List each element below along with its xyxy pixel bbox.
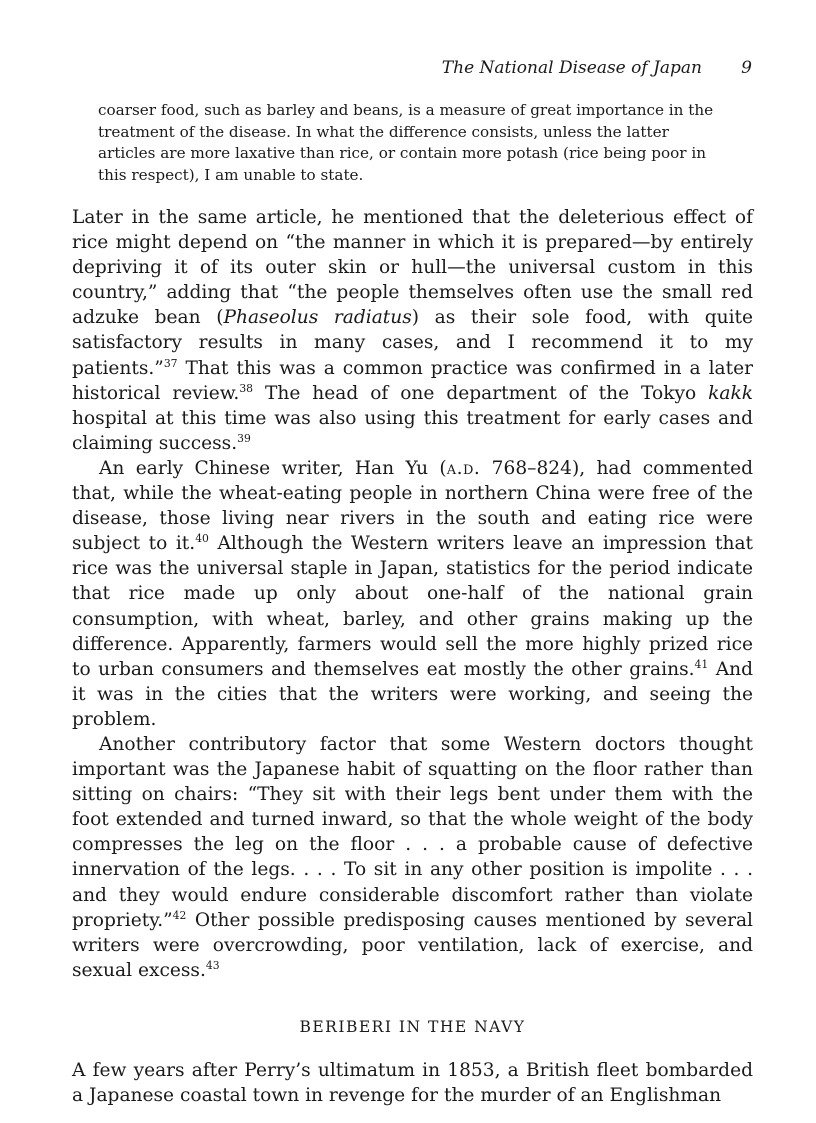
body-text — [72, 205, 753, 1108]
footnote-ref-37: 37 — [163, 356, 178, 370]
paragraph-2: An early Chinese writer, Han Yu (a.d. 768–824), had commented that, while the wheat-eating people in northern China were free of the disease, those living near rivers in the south and eating rice were subject to it.$^{40}$ Although the Western writers leave an impression that rice was the universal staple in Japan, statistics for the period indicate that rice made up only about one-half of the national grain consumption, with wheat, barley, and other grains making up the difference. Apparently, farmers would sell the more highly prized rice to urban consumers and themselves eat mostly the other grains.$^{41}$ And it was in the cities that the writers were working, and seeing the problem. — [72, 457, 754, 730]
footnote-ref-38: 38 — [239, 381, 254, 395]
footnote-ref-43: 43 — [205, 958, 220, 972]
running-head — [72, 58, 752, 78]
paragraph-3: Another contributory factor that some Western doctors thought important was the Japanese habit of squatting on the floor rather than sitting on chairs: “They sit with their legs bent under them with the foot extended and turned inward, so that the whole weight of the body compresses the leg on the floor . . . a probable cause of defective innervation of the legs. . . . To sit in any other position is impolite . . . and they would endure considerable discomfort rather than violate propriety.”$^{42}$ Other possible predisposing causes mentioned by several writers were overcrowding, poor ventilation, lack of exercise, and sexual excess.$^{43}$ — [72, 733, 753, 981]
kakke-term: kakk — [708, 382, 753, 404]
running-head-title: The National Disease of Japan — [441, 58, 702, 78]
footnote-ref-41: 41 — [694, 657, 709, 671]
paragraph-4: A few years after Perry’s ultimatum in 1853, a British fleet bombarded a Japanese coastal town in revenge for the murder of an Englishman — [72, 1060, 753, 1107]
era-abbrev: a.d. — [446, 457, 481, 479]
footnote-ref-42: 42 — [172, 908, 187, 922]
paragraph-1: Later in the same article, he mentioned that the deleterious effect of rice might depend on “the manner in which it is prepared—by entirely depriving it of its outer skin or hull—the universal custom in this country,” adding that “the people themselves often use the small red adzuke bean (Phaseolus radiatus) as their sole food, with quite satisfactory results in many cases, and I recommend it to my patients.”$^{37}$ That this was a common practice was confirmed in a later historical review.$^{38}$ The head of one department of the Tokyo kakk hospital at this time was also using this treatment for early cases and claiming success.$^{39}$ — [72, 207, 753, 454]
block-quote-text: coarser food, such as barley and beans, is a measure of great importance in the treatment of the disease. In what the difference consists, unless the latter articles are more laxative than rice, or contain more potash (rice being poor in this respect), I am unable to state. — [98, 101, 714, 184]
section-heading: BERIBERI IN THE NAVY — [299, 1017, 526, 1036]
footnote-ref-40: 40 — [195, 532, 209, 546]
page-number: 9 — [741, 58, 752, 78]
species-name: Phaseolus radiatus — [223, 307, 412, 329]
block-quote — [98, 100, 718, 186]
footnote-ref-39: 39 — [237, 431, 251, 445]
